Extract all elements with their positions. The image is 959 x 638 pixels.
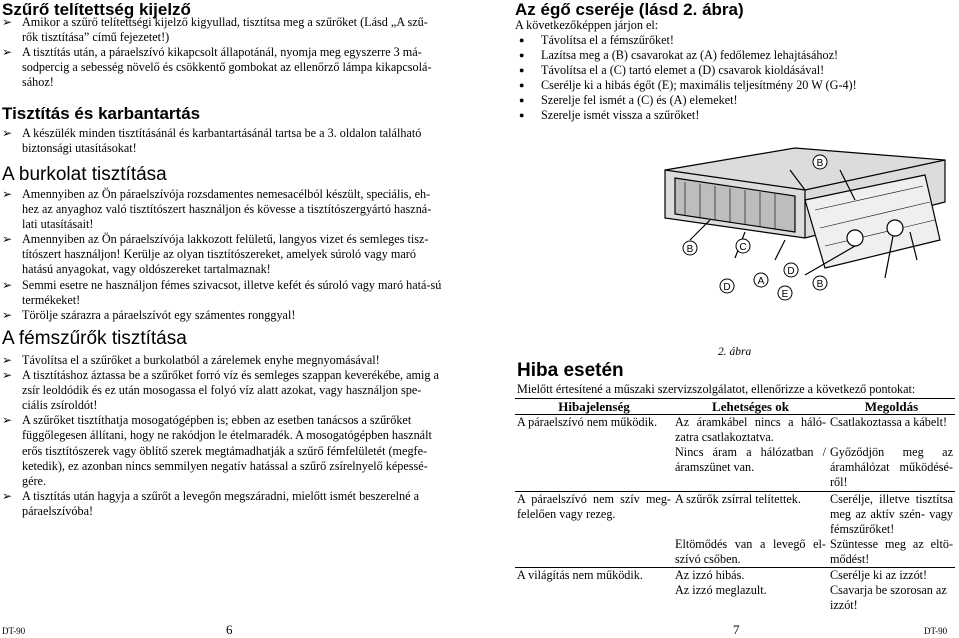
filter-indicator-list — [2, 15, 442, 90]
svg-text:B: B — [816, 158, 824, 169]
arrow-bullet-icon: ➢ — [2, 307, 13, 322]
figure-label-b — [813, 155, 827, 169]
page-number-right: 7 — [733, 622, 740, 637]
figure-label-b — [683, 241, 697, 255]
section-title-troubleshooting: Hiba esetén — [517, 360, 624, 381]
dot-bullet-icon: ● — [519, 35, 525, 45]
bulb-steps-list — [515, 33, 955, 124]
figure-label-b — [813, 276, 827, 290]
arrow-bullet-icon: ➢ — [2, 45, 13, 60]
dot-bullet-icon: ● — [519, 50, 525, 61]
figure-label-c — [736, 239, 750, 253]
section-title-cleaning: Tisztítás és karbantartás — [2, 104, 201, 123]
footer-code-right: DT-90 — [924, 626, 948, 636]
cleaning-list — [2, 126, 442, 156]
arrow-bullet-icon: ➢ — [2, 15, 13, 29]
dot-bullet-icon: ● — [519, 65, 525, 76]
list-item: ➢ A tisztításhoz áztassa be a szűrőket forró víz és semleges szappan keverékébe, amig a zsír leoldódik és ez után mosogassa el folyó víz alatt azokat, vagy használjon spe-ciális zsíroldót! — [2, 368, 439, 413]
section-title-metal-filters: A fémszűrők tisztítása — [2, 328, 187, 349]
list-item: ➢ Semmi esetre ne használjon fémes szivacsot, illetve kefét és súroló vagy maró hatá-sú termékeket! — [2, 277, 442, 307]
arrow-bullet-icon: ➢ — [2, 277, 13, 292]
dot-bullet-icon: ● — [519, 95, 525, 106]
metal-filters-list — [2, 353, 442, 519]
dot-bullet-icon: ● — [519, 110, 525, 121]
housing-list — [2, 187, 442, 323]
arrow-bullet-icon: ➢ — [2, 353, 13, 367]
header-solution: Megoldás — [828, 399, 955, 415]
bulb-intro: A következőképpen járjon el: — [515, 18, 659, 32]
figure-label-e — [778, 286, 792, 300]
list-item: ➢ A szűrőket tisztíthatja mosogatógépben is; ebben az esetben tanácsos a szűrőket függőlegesen állítani, hogy ne rakódjon le ételmaradék. A mosogatógépben használt erős tisztítószerek vagy öblítő szerek megtámadhatják a szűrő fémfelületét (megfe-ketedik), ez azonban nincs semmilyen negatív hatással a szűrő zsírelnyelő képessé-gére. — [2, 413, 432, 488]
list-item: ➢ Amikor a szűrő telítettségi kijelző kigyullad, tisztítsa meg a szűrőket (Lásd „A szű-rők tisztítása” című fejezetet!) — [2, 15, 428, 45]
list-item: ● Lazítsa meg a (B) csavarokat az (A) fedőlemez lehajtásához! — [519, 48, 839, 63]
svg-text:D: D — [723, 282, 731, 293]
list-item: ➢ Amennyiben az Ön páraelszívója rozsdamentes nemesacélból készült, speciális, eh-hez az anyaghoz való tisztítószert használjon és kövesse a tisztítószergyártó haszná-lati utasításait! — [2, 187, 432, 232]
table-row: A világítás nem működik. Az izzó hibás. Cserélje ki az izzót! — [515, 568, 955, 584]
header-cause: Lehetséges ok — [673, 399, 828, 415]
table-header-row — [515, 399, 955, 415]
arrow-bullet-icon: ➢ — [2, 488, 13, 503]
list-item: ➢ Amennyiben az Ön páraelszívója lakkozott felületű, langyos vizet és semleges tisz-títószert használjon! Kerülje az olyan tisztítószereket, amelyek súroló vagy maró hatású anyagokat, vagy oldószereket tartalmaznak! — [2, 232, 429, 277]
list-item: ➢ Törölje szárazra a páraelszívót egy számentes ronggyal! — [2, 307, 296, 322]
troubleshooting-table — [515, 398, 955, 613]
svg-text:B: B — [816, 279, 824, 290]
list-item: ● Cserélje ki a hibás égőt (E); maximális teljesítmény 20 W (G-4)! — [519, 78, 857, 93]
arrow-bullet-icon: ➢ — [2, 368, 13, 383]
figure-label-a — [754, 273, 768, 287]
section-title-housing: A burkolat tisztítása — [2, 164, 167, 185]
svg-text:A: A — [757, 276, 765, 287]
list-item: ➢ A készülék minden tisztításánál és karbantartásánál tartsa be a 3. oldalon található biztonsági utasításokat! — [2, 126, 422, 156]
header-symptom: Hibajelenség — [515, 399, 673, 415]
table-row: A páraelszívó nem szív meg-felelően vagy rezeg. A szűrők zsírral telítettek. Cserélje, illetve tisztítsa meg az aktív szén- vagy fémszűrőket! — [517, 491, 953, 536]
table-row: A páraelszívó nem működik. Az áramkábel nincs a háló-zatra csatlakoztatva. Csatlakoztassa a kábelt! — [517, 415, 948, 445]
figure-label-d — [720, 279, 734, 293]
table-row: Eltömődés van a levegő el-szívó csőben. Szüntesse meg az eltö-mődést! — [675, 536, 953, 566]
arrow-bullet-icon: ➢ — [2, 413, 13, 428]
table-row: Az izzó meglazult. Csavarja be szorosan az izzót! — [675, 583, 947, 613]
list-item: ● Távolítsa el a fémszűrőket! — [519, 33, 674, 47]
arrow-bullet-icon: ➢ — [2, 187, 13, 201]
figure-caption: 2. ábra — [718, 346, 752, 358]
svg-text:D: D — [787, 266, 795, 277]
lamp-replacement-figure — [655, 140, 955, 310]
dot-bullet-icon: ● — [519, 80, 525, 91]
list-item: ● Távolítsa el a (C) tartó elemet a (D) csavarok kioldásával! — [519, 63, 825, 78]
list-item: ● Szerelje ismét vissza a szűrőket! — [519, 108, 700, 123]
list-item: ● Szerelje fel ismét a (C) és (A) elemeket! — [519, 93, 738, 108]
troubleshooting-intro: Mielőtt értesítené a műszaki szervizszolgálatot, ellenőrizze a következő pontokat: — [517, 382, 916, 396]
page-number-left: 6 — [226, 622, 233, 637]
svg-text:B: B — [686, 244, 694, 255]
section-title-bulb: Az égő cseréje (lásd 2. ábra) — [515, 0, 744, 19]
svg-text:E: E — [781, 289, 789, 300]
section-title-filter-indicator: Szűrő telítettség kijelző — [2, 0, 191, 19]
arrow-bullet-icon: ➢ — [2, 126, 13, 140]
footer-code-left: DT-90 — [2, 626, 26, 636]
svg-text:C: C — [739, 242, 747, 253]
table-row: Nincs áram a hálózatban / áramszünet van. Győződjön meg az áramhálózat működésé-ről! — [675, 445, 953, 490]
list-item: ➢ Távolítsa el a szűrőket a burkolatból a zárelemek enyhe megnyomásával! — [2, 353, 380, 367]
list-item: ➢ A tisztítás után, a páraelszívó kikapcsolt állapotánál, nyomja meg egyszerre 3 má-sodpercig a sebesség növelő és csökkentő gombokat az ellenőrző lámpa kikapcsolá-sához! — [2, 45, 432, 90]
list-item: ➢ A tisztítás után hagyja a szűrőt a levegőn megszáradni, mielőtt ismét beszerelné a páraelszívóba! — [2, 488, 419, 518]
arrow-bullet-icon: ➢ — [2, 232, 13, 247]
figure-label-d — [784, 263, 798, 277]
